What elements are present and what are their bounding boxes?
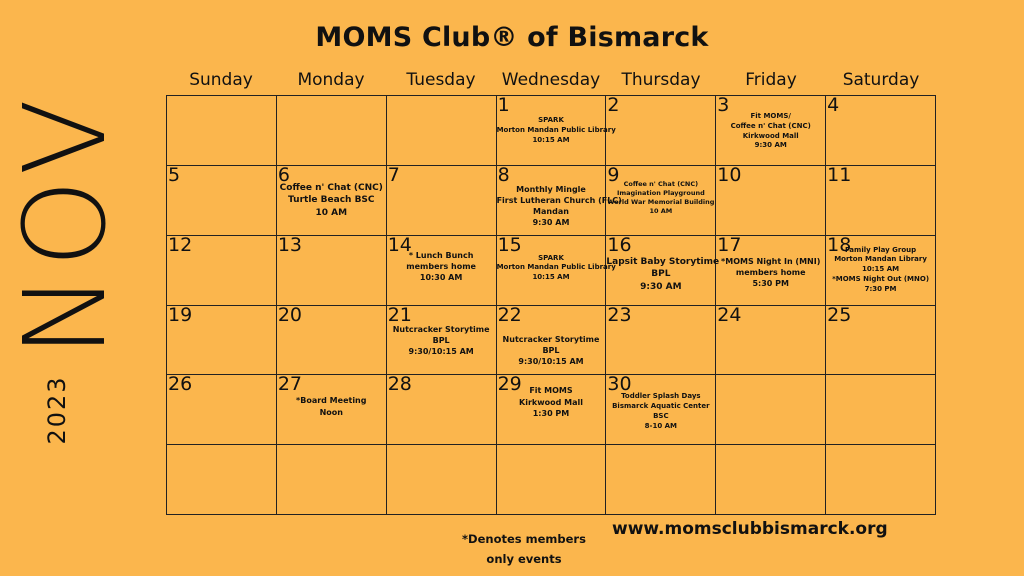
calendar-cell-empty bbox=[606, 445, 716, 515]
calendar-cell bbox=[277, 163, 387, 236]
weekday-sunday: Sunday bbox=[189, 70, 253, 90]
website-url: www.momsclubbismarck.org bbox=[612, 519, 888, 539]
day-number: 12 bbox=[168, 233, 193, 256]
event-line: 9:30/10:15 AM bbox=[408, 346, 474, 356]
event-line: Coffee n' Chat (CNC) bbox=[279, 182, 383, 193]
calendar-cell bbox=[167, 303, 277, 376]
day-number: 27 bbox=[277, 373, 303, 396]
event-line: Family Play Group bbox=[844, 245, 917, 254]
calendar-cell bbox=[167, 375, 277, 445]
event-line: 9:30 AM bbox=[640, 281, 682, 292]
calendar-cell bbox=[606, 233, 720, 306]
event-line: Fit MOMS/ bbox=[750, 112, 791, 120]
event-line: *MOMS Night Out (MNO) bbox=[832, 275, 930, 284]
event-details bbox=[496, 253, 616, 283]
event-line: 9:30 AM bbox=[532, 218, 570, 228]
event-line: BPL bbox=[651, 269, 671, 280]
footnote-line: *Denotes members bbox=[462, 532, 586, 546]
weekday-wednesday: Wednesday bbox=[501, 70, 601, 90]
event-line: 9:30 AM bbox=[754, 141, 787, 150]
calendar-cell bbox=[606, 303, 716, 376]
weekday-friday: Friday bbox=[745, 70, 797, 90]
weekday-thursday: Thursday bbox=[621, 70, 701, 90]
event-details bbox=[497, 385, 606, 419]
calendar-cell-empty bbox=[826, 375, 936, 445]
calendar-cell bbox=[826, 233, 936, 306]
event-line: Coffee n' Chat (CNC) bbox=[623, 179, 699, 188]
calendar-cell-empty bbox=[497, 445, 607, 515]
event-line: Mandan bbox=[533, 207, 569, 217]
event-line: Morton Mandan Public Library bbox=[496, 263, 616, 272]
calendar-cell-empty bbox=[387, 96, 497, 166]
event-line: Fit MOMS bbox=[529, 386, 573, 396]
day-number: 20 bbox=[277, 303, 303, 326]
event-line: 9:30/10:15 AM bbox=[518, 356, 584, 366]
calendar-cell bbox=[387, 303, 497, 376]
day-number: 24 bbox=[717, 303, 742, 326]
calendar-cell bbox=[826, 163, 936, 236]
day-number: 7 bbox=[387, 163, 400, 186]
event-line: SPARK bbox=[538, 116, 564, 124]
calendar-cell bbox=[387, 163, 497, 236]
day-number: 1 bbox=[497, 94, 510, 116]
day-number: 15 bbox=[497, 233, 522, 256]
event-line: Toddler Splash Days bbox=[621, 392, 701, 401]
calendar-cell-empty bbox=[167, 445, 277, 515]
event-details bbox=[826, 246, 935, 295]
calendar-cell-empty bbox=[277, 96, 387, 166]
day-number: 9 bbox=[607, 163, 620, 186]
calendar-cell bbox=[387, 375, 497, 445]
day-number: 6 bbox=[277, 163, 290, 186]
event-line: 8-10 AM bbox=[644, 421, 678, 430]
day-number: 2 bbox=[607, 94, 620, 116]
calendar-cell bbox=[497, 375, 607, 445]
event-line: Noon bbox=[319, 407, 343, 417]
day-number: 13 bbox=[277, 233, 303, 256]
event-line: * Lunch Bunch bbox=[408, 250, 474, 260]
event-line: BPL bbox=[432, 335, 450, 345]
event-line: members home bbox=[406, 261, 476, 271]
calendar-cell bbox=[826, 96, 936, 166]
month-label: NOV bbox=[1, 92, 131, 358]
day-number: 30 bbox=[607, 373, 632, 396]
event-line: 10 AM bbox=[315, 208, 348, 219]
weekday-monday: Monday bbox=[297, 70, 365, 90]
event-line: Kirkwood Mall bbox=[742, 131, 799, 140]
event-details bbox=[387, 250, 496, 284]
calendar-cell bbox=[716, 303, 826, 376]
day-number: 18 bbox=[827, 233, 852, 256]
event-line: Bismarck Aquatic Center bbox=[612, 402, 710, 411]
calendar-cell-empty bbox=[716, 375, 826, 445]
calendar-cell-empty bbox=[716, 445, 826, 515]
day-number: 23 bbox=[607, 303, 632, 326]
day-number: 11 bbox=[827, 163, 852, 186]
calendar-cell-empty bbox=[387, 445, 497, 515]
event-details bbox=[277, 182, 386, 220]
event-line: Coffee n' Chat (CNC) bbox=[730, 121, 811, 130]
calendar-grid bbox=[166, 95, 936, 515]
event-line: members home bbox=[735, 267, 806, 277]
event-line: BPL bbox=[542, 345, 560, 355]
event-details bbox=[497, 334, 606, 368]
year-label: 2023 bbox=[43, 375, 71, 445]
event-details bbox=[387, 324, 496, 358]
event-line: *Board Meeting bbox=[296, 396, 367, 406]
day-number: 21 bbox=[387, 303, 412, 326]
calendar-cell bbox=[167, 233, 277, 306]
event-details bbox=[606, 180, 715, 216]
weekday-tuesday: Tuesday bbox=[406, 70, 476, 90]
event-line: First Lutheran Church (FLC) bbox=[496, 196, 622, 206]
event-line: Lapsit Baby Storytime bbox=[606, 256, 720, 267]
calendar-cell bbox=[167, 163, 277, 236]
day-number: 14 bbox=[387, 233, 412, 256]
calendar-cell-empty bbox=[277, 445, 387, 515]
event-line: 7:30 PM bbox=[864, 284, 897, 293]
event-line: Morton Mandan Library bbox=[834, 255, 927, 264]
day-number: 17 bbox=[717, 233, 742, 256]
weekday-header bbox=[166, 70, 936, 94]
calendar-cell bbox=[606, 96, 716, 166]
event-details bbox=[606, 256, 720, 294]
event-line: Nutcracker Storytime bbox=[502, 334, 600, 344]
event-line: 10 AM bbox=[649, 207, 673, 216]
event-line: 10:15 AM bbox=[532, 135, 570, 144]
calendar-cell bbox=[606, 375, 716, 445]
day-number: 25 bbox=[827, 303, 852, 326]
calendar-cell bbox=[497, 303, 607, 376]
event-line: World War Memorial Building bbox=[607, 198, 715, 207]
event-line: 10:15 AM bbox=[862, 265, 900, 274]
day-number: 16 bbox=[607, 233, 632, 256]
event-line: Morton Mandan Public Library bbox=[496, 125, 616, 134]
event-line: Imagination Playground bbox=[616, 188, 705, 197]
event-details bbox=[277, 395, 386, 417]
page-title: MOMS Club® of Bismarck bbox=[315, 22, 709, 53]
calendar-cell-empty bbox=[826, 445, 936, 515]
calendar-cell bbox=[496, 94, 616, 166]
day-number: 10 bbox=[717, 163, 742, 186]
event-details bbox=[606, 392, 715, 431]
day-number: 4 bbox=[827, 94, 840, 116]
event-line: *MOMS Night In (MNI) bbox=[721, 256, 821, 266]
day-number: 22 bbox=[497, 303, 522, 326]
calendar-cell bbox=[716, 163, 826, 236]
event-line: Kirkwood Mall bbox=[519, 397, 583, 407]
members-footnote bbox=[462, 530, 586, 569]
calendar-cell bbox=[496, 163, 622, 236]
calendar-cell-empty bbox=[167, 96, 277, 166]
calendar-cell bbox=[277, 375, 387, 445]
day-number: 3 bbox=[717, 94, 730, 116]
calendar-cell bbox=[277, 233, 387, 306]
event-details bbox=[496, 184, 622, 229]
calendar-cell bbox=[606, 163, 716, 236]
day-number: 26 bbox=[168, 373, 193, 396]
day-number: 28 bbox=[387, 373, 412, 396]
footnote-line: only events bbox=[486, 551, 562, 566]
calendar-cell bbox=[387, 233, 497, 306]
event-line: BSC bbox=[653, 411, 669, 420]
calendar-cell bbox=[716, 233, 826, 306]
day-number: 8 bbox=[497, 163, 510, 186]
event-line: Monthly Mingle bbox=[516, 184, 586, 194]
calendar-cell bbox=[716, 96, 826, 166]
event-line: Nutcracker Storytime bbox=[392, 324, 490, 334]
calendar-cell bbox=[496, 233, 616, 306]
event-line: 10:15 AM bbox=[532, 273, 570, 282]
event-details bbox=[496, 116, 616, 145]
event-line: 10:30 AM bbox=[419, 273, 463, 283]
day-number: 5 bbox=[168, 163, 181, 186]
event-line: 5:30 PM bbox=[752, 279, 789, 289]
weekday-saturday: Saturday bbox=[842, 70, 920, 90]
event-line: SPARK bbox=[538, 253, 564, 262]
calendar-cell bbox=[826, 303, 936, 376]
day-number: 19 bbox=[168, 303, 193, 326]
event-details bbox=[716, 256, 825, 290]
calendar-cell bbox=[277, 303, 387, 376]
day-number: 29 bbox=[497, 373, 522, 396]
event-line: 1:30 PM bbox=[532, 408, 570, 418]
event-line: Turtle Beach BSC bbox=[288, 195, 375, 206]
event-details bbox=[716, 112, 825, 151]
